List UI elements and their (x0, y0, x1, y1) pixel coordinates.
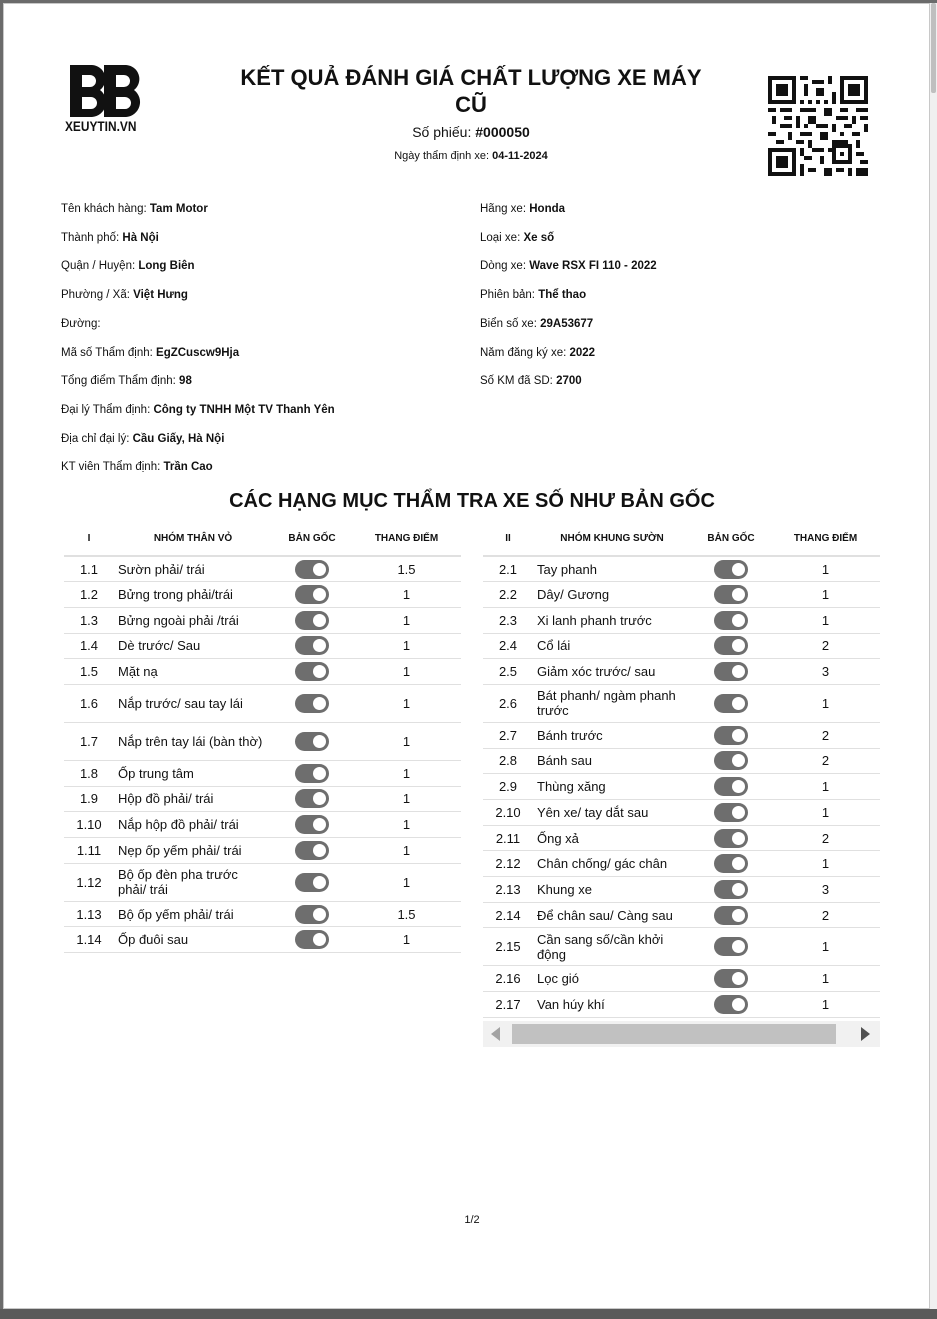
col-header: NHÓM THÂN VỎ (114, 521, 272, 556)
original-cell (691, 825, 771, 851)
table-row (64, 659, 461, 685)
logo-text: XEUYTIN.VN (65, 118, 137, 134)
item-name: Nắp trước/ sau tay lái (114, 684, 272, 722)
info-value: Hà Nội (122, 231, 159, 244)
item-number: 2.16 (483, 966, 533, 992)
item-name: Dây/ Gương (533, 582, 691, 608)
table-row (64, 722, 461, 760)
col-header: THANG ĐIỂM (771, 521, 880, 556)
original-cell (691, 582, 771, 608)
info-label: Phường / Xã: (61, 289, 134, 302)
original-toggle[interactable] (714, 662, 748, 681)
original-cell (272, 863, 352, 901)
item-number: 2.6 (483, 684, 533, 722)
original-toggle[interactable] (714, 803, 748, 822)
info-label: Số KM đã SD: (480, 375, 557, 388)
item-score: 3 (771, 659, 880, 685)
item-score: 1 (771, 607, 880, 633)
item-number: 1.8 (64, 760, 114, 786)
table-row (64, 684, 461, 722)
info-line (61, 289, 188, 301)
info-line (61, 318, 101, 330)
original-toggle[interactable] (714, 751, 748, 770)
item-score: 1 (352, 659, 461, 685)
info-line (480, 318, 593, 330)
original-toggle[interactable] (295, 841, 329, 860)
table-than-vo (64, 521, 461, 953)
info-line (61, 232, 159, 244)
table-row (483, 659, 880, 685)
info-line (480, 203, 565, 215)
info-value: 2700 (556, 375, 582, 388)
item-number: 1.10 (64, 812, 114, 838)
info-line (480, 260, 657, 272)
item-name: Nắp hộp đồ phải/ trái (114, 812, 272, 838)
info-value: Honda (529, 203, 566, 215)
qr-code-icon (768, 76, 868, 176)
table-row (483, 966, 880, 992)
item-score: 1 (352, 722, 461, 760)
original-toggle[interactable] (714, 995, 748, 1014)
table-khung-suon (483, 521, 880, 1018)
item-name: Nẹp ốp yếm phải/ trái (114, 838, 272, 864)
table-row (64, 582, 461, 608)
table-row (483, 774, 880, 800)
original-toggle[interactable] (295, 732, 329, 751)
info-label: KT viên Thẩm định: (61, 461, 164, 474)
original-toggle[interactable] (714, 906, 748, 925)
info-label: Quận / Huyện: (61, 260, 139, 273)
original-toggle[interactable] (714, 829, 748, 848)
original-toggle[interactable] (714, 880, 748, 899)
table-row (64, 812, 461, 838)
col-header: BẢN GỐC (691, 521, 771, 556)
item-score: 1 (352, 684, 461, 722)
table-row (483, 825, 880, 851)
item-number: 2.13 (483, 877, 533, 903)
info-value: 2022 (569, 346, 596, 359)
item-score: 2 (771, 633, 880, 659)
original-toggle[interactable] (714, 777, 748, 796)
info-label: Hãng xe: (480, 203, 530, 215)
info-value: EgZCuscw9Hja (156, 346, 240, 359)
info-label: Dòng xe: (480, 260, 530, 273)
original-cell (272, 722, 352, 760)
col-header: THANG ĐIỂM (352, 521, 461, 556)
original-cell (691, 659, 771, 685)
item-name: Hộp đồ phải/ trái (114, 786, 272, 812)
item-number: 1.4 (64, 633, 114, 659)
item-score: 2 (771, 825, 880, 851)
original-cell (272, 901, 352, 927)
item-name: Cần sang số/cần khởi động (533, 928, 691, 966)
item-number: 2.12 (483, 851, 533, 877)
original-cell (272, 582, 352, 608)
item-number: 1.7 (64, 722, 114, 760)
original-toggle[interactable] (714, 854, 748, 873)
item-score: 1 (352, 863, 461, 901)
item-name: Bộ ốp đèn pha trước phải/ trái (114, 863, 272, 901)
info-label: Mã số Thẩm định: (61, 346, 157, 359)
item-score: 1.5 (352, 901, 461, 927)
item-score: 1 (771, 800, 880, 826)
original-cell (691, 966, 771, 992)
item-score: 1 (352, 812, 461, 838)
original-cell (272, 760, 352, 786)
item-name: Lọc gió (533, 966, 691, 992)
table-row (64, 760, 461, 786)
table-row (64, 786, 461, 812)
info-value: Thể thao (538, 289, 587, 302)
item-name: Van húy khí (533, 992, 691, 1018)
info-line (61, 375, 192, 387)
item-score: 1 (771, 928, 880, 966)
info-line (480, 375, 582, 387)
item-score: 1 (771, 582, 880, 608)
section-title: CÁC HẠNG MỤC THẨM TRA XE SỐ NHƯ BẢN GỐC (229, 490, 715, 512)
original-toggle[interactable] (714, 585, 748, 604)
item-name: Bánh sau (533, 748, 691, 774)
info-line (61, 260, 195, 272)
original-toggle[interactable] (295, 560, 329, 579)
original-toggle[interactable] (295, 662, 329, 681)
document-page (3, 3, 930, 1309)
item-score: 1 (771, 684, 880, 722)
item-number: 1.3 (64, 607, 114, 633)
col-header: I (64, 521, 114, 556)
original-toggle[interactable] (714, 694, 748, 713)
info-line (61, 461, 213, 473)
item-name: Bửng trong phải/trái (114, 582, 272, 608)
original-cell (691, 774, 771, 800)
item-score: 1.5 (352, 556, 461, 582)
item-number: 1.6 (64, 684, 114, 722)
original-cell (272, 659, 352, 685)
item-score: 3 (771, 877, 880, 903)
ngay-tham-dinh: Ngày thẩm định xe: 04-11-2024 (394, 150, 548, 162)
so-phieu: Số phiếu: #000050 (412, 124, 530, 140)
info-line (480, 289, 586, 301)
original-cell (272, 786, 352, 812)
info-value: 98 (179, 375, 192, 388)
original-cell (691, 722, 771, 748)
item-score: 1 (352, 927, 461, 953)
item-name: Giảm xóc trước/ sau (533, 659, 691, 685)
table-row (483, 722, 880, 748)
item-name: Ốp đuôi sau (114, 927, 272, 953)
original-cell (272, 927, 352, 953)
original-toggle[interactable] (295, 611, 329, 630)
item-name: Chân chống/ gác chân (533, 851, 691, 877)
page-number: 1/2 (464, 1214, 480, 1226)
item-score: 1 (771, 774, 880, 800)
item-name: Sườn phải/ trái (114, 556, 272, 582)
original-cell (272, 556, 352, 582)
item-name: Bửng ngoài phải /trái (114, 607, 272, 633)
info-line (61, 347, 239, 359)
original-toggle[interactable] (295, 873, 329, 892)
item-number: 2.10 (483, 800, 533, 826)
original-cell (691, 633, 771, 659)
table-row (64, 556, 461, 582)
original-cell (691, 928, 771, 966)
info-value: Trần Cao (163, 461, 213, 474)
info-value: Xe số (523, 231, 555, 244)
item-number: 2.8 (483, 748, 533, 774)
item-number: 1.14 (64, 927, 114, 953)
scrollbar-thumb[interactable] (512, 1024, 836, 1044)
original-toggle[interactable] (714, 726, 748, 745)
original-cell (691, 992, 771, 1018)
item-number: 2.2 (483, 582, 533, 608)
original-toggle[interactable] (295, 789, 329, 808)
item-number: 1.13 (64, 901, 114, 927)
original-toggle[interactable] (714, 611, 748, 630)
original-cell (691, 748, 771, 774)
item-number: 2.1 (483, 556, 533, 582)
info-label: Loại xe: (480, 231, 524, 244)
item-score: 1 (771, 851, 880, 877)
table-row (64, 901, 461, 927)
item-score: 1 (352, 838, 461, 864)
table-row (483, 928, 880, 966)
table-row (64, 927, 461, 953)
info-value: Công ty TNHH Một TV Thanh Yên (153, 403, 335, 416)
item-score: 1 (352, 607, 461, 633)
scroll-right-icon[interactable] (861, 1027, 870, 1041)
item-number: 2.15 (483, 928, 533, 966)
item-name: Bánh trước (533, 722, 691, 748)
horizontal-scrollbar[interactable] (483, 1021, 880, 1047)
item-name: Ốp trung tâm (114, 760, 272, 786)
col-header: NHÓM KHUNG SƯỜN (533, 521, 691, 556)
col-header: BẢN GỐC (272, 521, 352, 556)
item-score: 2 (771, 902, 880, 928)
info-label: Tên khách hàng: (61, 203, 150, 215)
item-number: 2.5 (483, 659, 533, 685)
item-name: Yên xe/ tay dắt sau (533, 800, 691, 826)
item-number: 2.14 (483, 902, 533, 928)
info-line (61, 203, 208, 215)
info-label: Đại lý Thẩm định: (61, 403, 154, 416)
original-toggle[interactable] (295, 905, 329, 924)
table-row (483, 902, 880, 928)
original-cell (272, 633, 352, 659)
info-line (61, 404, 335, 416)
page-title: KẾT QUẢ ĐÁNH GIÁ CHẤT LƯỢNG XE MÁY CŨ (240, 65, 702, 117)
table-row (483, 633, 880, 659)
info-line (480, 232, 554, 244)
item-number: 1.5 (64, 659, 114, 685)
item-name: Bộ ốp yếm phải/ trái (114, 901, 272, 927)
scroll-left-icon[interactable] (491, 1027, 500, 1041)
item-number: 1.2 (64, 582, 114, 608)
item-name: Để chân sau/ Càng sau (533, 902, 691, 928)
item-number: 2.17 (483, 992, 533, 1018)
original-cell (691, 902, 771, 928)
item-number: 2.3 (483, 607, 533, 633)
original-toggle[interactable] (295, 585, 329, 604)
original-cell (691, 607, 771, 633)
table-row (64, 607, 461, 633)
original-cell (272, 684, 352, 722)
original-toggle[interactable] (714, 937, 748, 956)
info-line (61, 433, 224, 445)
table-row (64, 633, 461, 659)
item-number: 2.7 (483, 722, 533, 748)
scrollbar-thumb[interactable] (931, 3, 936, 93)
info-value: Wave RSX FI 110 - 2022 (529, 260, 657, 273)
item-name: Tay phanh (533, 556, 691, 582)
item-score: 2 (771, 748, 880, 774)
item-name: Thùng xăng (533, 774, 691, 800)
info-label: Địa chỉ đại lý: (61, 432, 133, 445)
table-row (64, 863, 461, 901)
item-number: 1.11 (64, 838, 114, 864)
col-header: II (483, 521, 533, 556)
original-cell (691, 800, 771, 826)
item-number: 1.12 (64, 863, 114, 901)
original-toggle[interactable] (295, 764, 329, 783)
info-label: Biển số xe: (480, 317, 541, 330)
item-score: 1 (352, 786, 461, 812)
original-toggle[interactable] (295, 815, 329, 834)
original-cell (272, 607, 352, 633)
table-row (483, 607, 880, 633)
table-row (483, 851, 880, 877)
item-name: Khung xe (533, 877, 691, 903)
item-name: Bát phanh/ ngàm phanh trước (533, 684, 691, 722)
item-number: 2.9 (483, 774, 533, 800)
original-toggle[interactable] (295, 930, 329, 949)
table-row (483, 992, 880, 1018)
info-value: 29A53677 (540, 317, 594, 330)
info-value: Cầu Giấy, Hà Nội (132, 432, 225, 445)
info-label: Năm đăng ký xe: (480, 346, 570, 359)
original-cell (691, 877, 771, 903)
item-name: Dè trước/ Sau (114, 633, 272, 659)
original-toggle[interactable] (295, 636, 329, 655)
original-toggle[interactable] (714, 969, 748, 988)
item-name: Cổ lái (533, 633, 691, 659)
original-toggle[interactable] (714, 560, 748, 579)
item-score: 1 (352, 633, 461, 659)
original-toggle[interactable] (714, 636, 748, 655)
item-number: 2.11 (483, 825, 533, 851)
table-row (483, 684, 880, 722)
info-value: Long Biên (138, 260, 195, 273)
original-cell (691, 684, 771, 722)
table-row (483, 748, 880, 774)
item-score: 1 (352, 760, 461, 786)
table-row (64, 838, 461, 864)
item-score: 1 (771, 992, 880, 1018)
info-label: Đường: (61, 317, 101, 330)
original-cell (691, 556, 771, 582)
table-row (483, 556, 880, 582)
item-score: 1 (771, 556, 880, 582)
viewer-background (0, 1309, 937, 1319)
item-name: Ống xả (533, 825, 691, 851)
table-row (483, 877, 880, 903)
info-label: Phiên bản: (480, 289, 539, 302)
item-name: Nắp trên tay lái (bàn thờ) (114, 722, 272, 760)
info-label: Tổng điểm Thẩm định: (61, 375, 180, 388)
info-value: Tam Motor (149, 203, 208, 215)
item-score: 1 (771, 966, 880, 992)
info-line (480, 347, 595, 359)
item-number: 2.4 (483, 633, 533, 659)
item-score: 2 (771, 722, 880, 748)
original-toggle[interactable] (295, 694, 329, 713)
table-row (483, 800, 880, 826)
original-cell (691, 851, 771, 877)
item-number: 1.1 (64, 556, 114, 582)
table-row (483, 582, 880, 608)
item-number: 1.9 (64, 786, 114, 812)
original-cell (272, 812, 352, 838)
info-label: Thành phố: (61, 231, 123, 244)
vertical-scrollbar[interactable] (930, 3, 937, 1309)
info-value: Việt Hưng (133, 289, 188, 302)
item-name: Xi lanh phanh trước (533, 607, 691, 633)
original-cell (272, 838, 352, 864)
item-name: Mặt nạ (114, 659, 272, 685)
item-score: 1 (352, 582, 461, 608)
